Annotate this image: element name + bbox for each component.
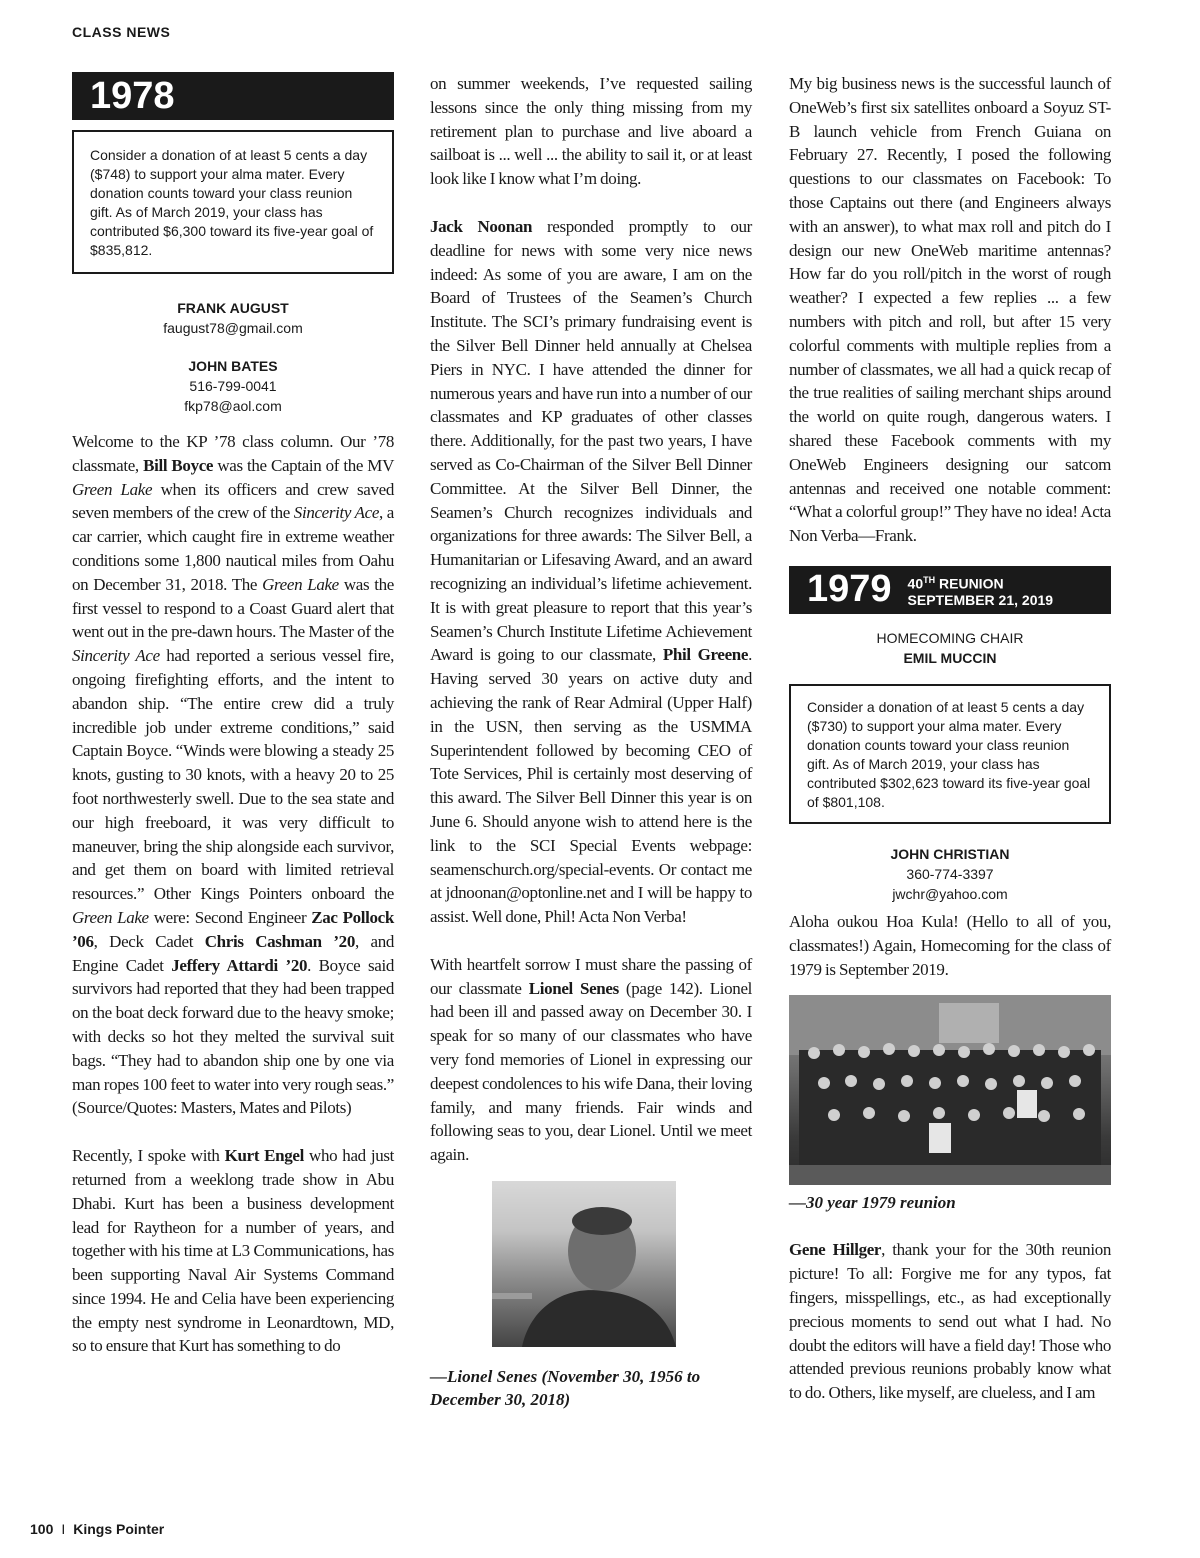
year-heading-1979	[789, 566, 1111, 614]
publication-name: Kings Pointer	[73, 1521, 165, 1537]
reunion-info: 40TH REUNION SEPTEMBER 21, 2019	[907, 575, 1054, 608]
column-2	[430, 72, 752, 1411]
contact-phone: 360-774-3397	[906, 865, 994, 882]
column-3	[789, 72, 1111, 1405]
contact-name: JOHN CHRISTIAN	[890, 845, 1010, 862]
page-footer	[30, 1521, 164, 1537]
homecoming-chair	[789, 628, 1111, 668]
portrait-illustration	[492, 1181, 676, 1347]
section-label: CLASS NEWS	[72, 24, 171, 40]
photo-caption: —30 year 1979 reunion	[789, 1193, 956, 1213]
contact-email: jwchr@yahoo.com	[892, 885, 1008, 902]
column-1	[72, 72, 394, 1358]
contact-phone: 516-799-0041	[189, 378, 277, 394]
article-paragraph: Gene Hillger, thank your for the 30th reunion picture! To all: Forgive me for any typos, fat fingers, misspellings, etc., as had exceptionally precious moments to send out what I had. No doubt the editors will have a field day! Those who attended previous reunions probably know what to do. Others, like myself, are clueless, and I am	[789, 1240, 1111, 1403]
homecoming-name: EMIL MUCCIN	[903, 649, 997, 666]
contact-john-bates	[72, 356, 394, 416]
contact-name: FRANK AUGUST	[177, 300, 289, 316]
group-illustration	[789, 995, 1111, 1185]
reunion-group-photo	[789, 995, 1111, 1185]
article-paragraph: With heartfelt sorrow I must share the passing of our classmate Lionel Senes (page 142). Lionel had been ill and passed away on December 30. I speak for so many of our classmates who have very fond memories of Lionel in expressing our deepest condolences to his wife Dana, their loving family, and many friends. Fair winds and following seas to you, dear Lionel. Until we meet again.	[430, 954, 753, 1165]
homecoming-role: HOMECOMING CHAIR	[876, 629, 1024, 646]
contacts-1979	[789, 844, 1111, 904]
article-paragraph: on summer weekends, I’ve requested sailing lessons since the only thing missing from my retirement plan to purchase and live aboard a sailboat is ... well ... the ability to sail it, or at least look like I know what I’m doing.	[430, 74, 752, 189]
article-paragraph: Recently, I spoke with Kurt Engel who had just returned from a weeklong trade show in Abu Dhabi. Kurt has been a business development lead for Raytheon for a number of years, and together with his time at L3 Communications, has been supporting Naval Air Systems Command since 1994. He and Celia have been experiencing the empty nest syndrome in Leonardtown, MD, so to ensure that Kurt has something to do	[72, 1146, 394, 1356]
article-paragraph: Welcome to the KP ’78 class column. Our ’78 classmate, Bill Boyce was the Captain of the MV Green Lake when its officers and crew saved seven members of the crew of the Sincerity Ace, a car carrier, which caught fire in extreme weather conditions some 1,800 nautical miles from Oahu on December 31, 2018. The Green Lake was the first vessel to respond to a Coast Guard alert that went out in the pre-dawn hours. The Master of the Sincerity Ace had reported a serious vessel fire, ongoing firefighting efforts, and the intent to abandon ship. “The entire crew did a truly incredible job under extreme conditions,” said Captain Boyce. “Winds were blowing a steady 25 knots, gusting to 30 knots, with a heavy 20 to 25 foot northwesterly swell. Due to the sea state and our high freeboard, it was very difficult to maneuver, bring the ship alongside each survivor, and get them on board with limited retrieval resources.” Other Kings Pointers onboard the Green Lake were: Second Engineer Zac Pollock ’06, Deck Cadet Chris Cashman ’20, and Engine Cadet Jeffery Attardi ’20. Boyce said survivors had reported that they had been trapped on the boat deck forward due to the heavy smoke; with decks so hot they melted the survival suit bags. “They had to abandon ship one by one via man ropes 100 feet to water into very rough seas.” (Source/Quotes: Masters, Mates and Pilots)	[72, 432, 394, 1118]
year-heading-1978: 1978	[72, 72, 394, 120]
contact-john-christian	[789, 844, 1111, 904]
donation-box-1979: Consider a donation of at least 5 cents a day ($730) to support your alma mater. Every donation counts toward your class reunion gift. As of March 2019, your class has contributed $302,623 toward its five-year goal of $801,108.	[789, 684, 1111, 824]
year-number: 1979	[807, 568, 892, 611]
article-paragraph: Aloha oukou Hoa Kula! (Hello to all of you, classmates!) Again, Homecoming for the class of 1979 is September 2019.	[789, 911, 1111, 979]
article-paragraph: My big business news is the successful launch of OneWeb’s first six satellites onboard a Soyuz ST-B launch vehicle from French Guiana on February 27. Recently, I posed the following questions to our classmates on Facebook: To those Captains out there (and Engineers always with an answer), to what max roll and pitch do I design our new OneWeb maritime antennas? How far do you roll/pitch in the worst of rough weather? I expected a few replies ... a few numbers with pitch and roll, but after 15 very colorful comments with multiple replies from a number of classmates, we all had a quick recap of the true realities of sailing merchant ships around the world on quite rough, dangerous waters. I shared these Facebook comments with my OneWeb Engineers designing our satcom antennas and received one notable comment: “What a colorful group!” They have no idea! Acta Non Verba—Frank.	[789, 74, 1111, 546]
photo-caption: —Lionel Senes (November 30, 1956 to December 30, 2018)	[430, 1367, 701, 1410]
article-paragraph: Jack Noonan responded promptly to our deadline for news with some very nice news indeed: As some of you are aware, I am on the Board of Trustees of the Seamen’s Church Institute. The SCI’s primary fundraising event is the Silver Bell Dinner held annually at Chelsea Piers in NYC. I have attended the dinner for numerous years and have run into a number of our classmates and KP graduates of other classes there. Additionally, for the past two years, I have served as Co-Chairman of the Silver Bell Dinner Committee. At the Silver Bell Dinner, the Seamen’s Church recognizes individuals and organizations for three awards: The Silver Bell, a Humanitarian or Lifesaving Award, and an award recognizing an individual’s lifetime achievement. It is with great pleasure to report that this year’s Seamen’s Church Institute Lifetime Achievement Award is going to our classmate, Phil Greene. Having served 30 years on active duty and achieving the rank of Rear Admiral (Upper Half) in the USN, then serving as the USMMA Superintendent followed by becoming CEO of Tote Services, Phil is certainly most deserving of this award. The Silver Bell Dinner this year is on June 6. Should anyone wish to attend here is the link to the SCI Special Events webpage: seamenschurch.org/special-events. Or contact me at jdnoonan@optonline.net and I will be happy to assist. Well done, Phil! Acta Non Verba!	[430, 216, 752, 927]
page-number: 100	[30, 1521, 54, 1537]
contact-frank-august	[72, 298, 394, 338]
contact-email: fkp78@aol.com	[184, 398, 282, 414]
contacts-1978	[72, 298, 394, 416]
contact-name: JOHN BATES	[188, 358, 278, 374]
donation-box-1978: Consider a donation of at least 5 cents a day ($748) to support your alma mater. Every donation counts toward your class reunion gift. As of March 2019, your class has contributed $6,300 toward its five-year goal of $835,812.	[72, 130, 394, 274]
lionel-senes-photo	[492, 1181, 676, 1347]
footer-separator: I	[61, 1521, 66, 1537]
contact-email: faugust78@gmail.com	[163, 320, 303, 336]
